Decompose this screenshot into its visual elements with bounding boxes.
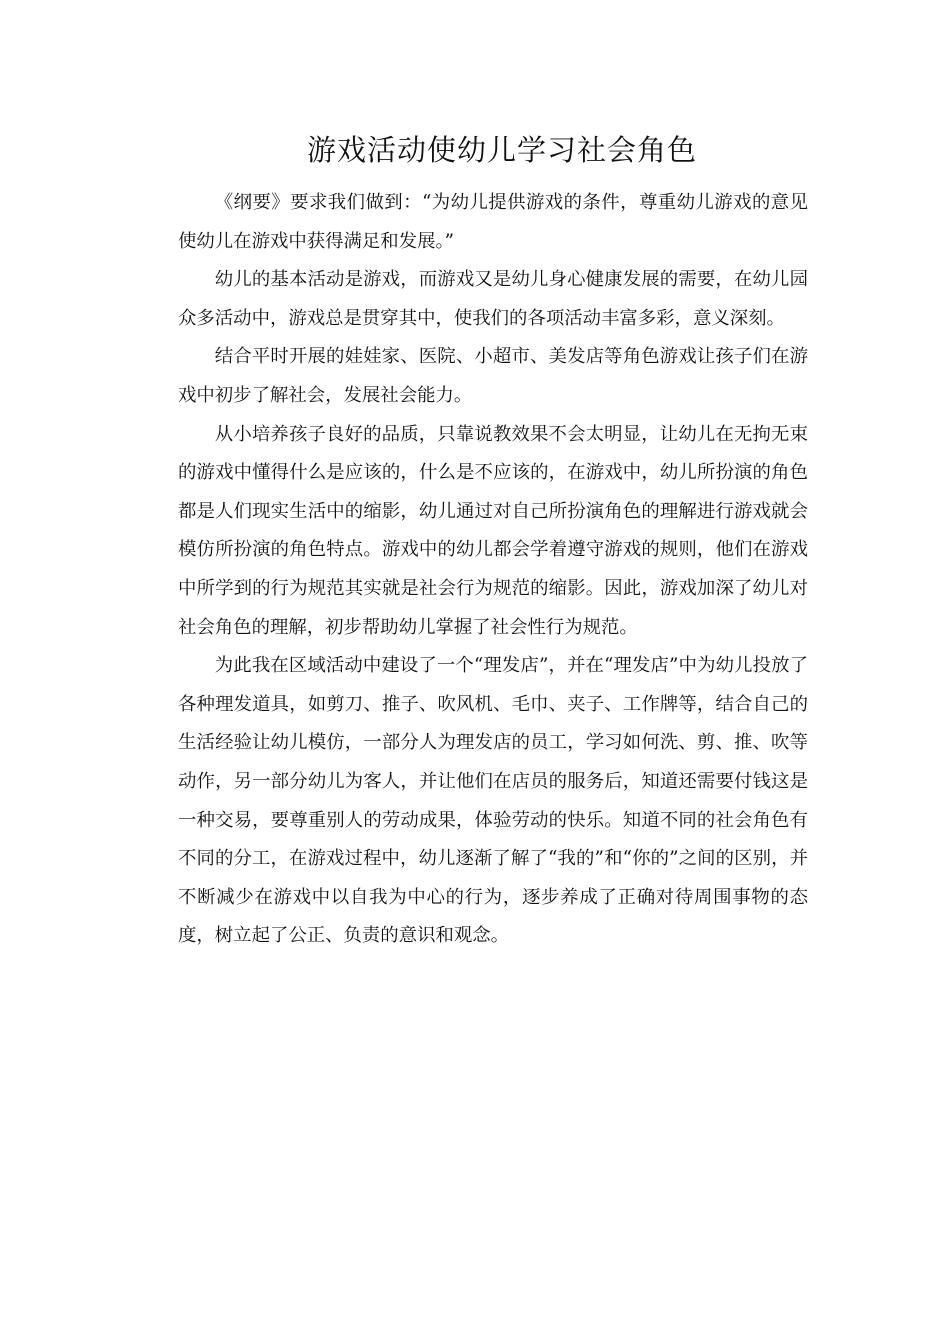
- paragraph-1: 《纲要》要求我们做到：“为幼儿提供游戏的条件，尊重幼儿游戏的意见使幼儿在游戏中获得满足和发展。”: [178, 192, 808, 252]
- document-content: [178, 126, 808, 956]
- paragraph-5: 为此我在区域活动中建设了一个“理发店”，并在“理发店”中为幼儿投放了各种理发道具，如剪刀、推子、吹风机、毛巾、夹子、工作牌等，结合自己的生活经验让幼儿模仿，一部分人为理发店的员工，学习如何洗、剪、推、吹等动作，另一部分幼儿为客人，并让他们在店员的服务后，知道还需要付钱这是一种交易，要尊重别人的劳动成果，体验劳动的快乐。知道不同的社会角色有不同的分工，在游戏过程中，幼儿逐渐了解了“我的”和“你的”之间的区别，并不断减少在游戏中以自我为中心的行为，逐步养成了正确对待周围事物的态度，树立起了公正、负责的意识和观念。: [178, 655, 808, 947]
- document-title: 游戏活动使幼儿学习社会角色: [306, 133, 697, 167]
- paragraph-4: 从小培养孩子良好的品质，只靠说教效果不会太明显，让幼儿在无拘无束的游戏中懂得什么是应该的，什么是不应该的，在游戏中，幼儿所扮演的角色都是人们现实生活中的缩影，幼儿通过对自己所扮演角色的理解进行游戏就会模仿所扮演的角色特点。游戏中的幼儿都会学着遵守游戏的规则，他们在游戏中所学到的行为规范其实就是社会行为规范的缩影。因此，游戏加深了幼儿对社会角色的理解，初步帮助幼儿掌握了社会性行为规范。: [178, 423, 808, 638]
- paragraph-3: 结合平时开展的娃娃家、医院、小超市、美发店等角色游戏让孩子们在游戏中初步了解社会，发展社会能力。: [178, 346, 808, 406]
- paragraph-2: 幼儿的基本活动是游戏，而游戏又是幼儿身心健康发展的需要，在幼儿园众多活动中，游戏总是贯穿其中，使我们的各项活动丰富多彩，意义深刻。: [178, 269, 808, 329]
- document-body: [178, 184, 808, 956]
